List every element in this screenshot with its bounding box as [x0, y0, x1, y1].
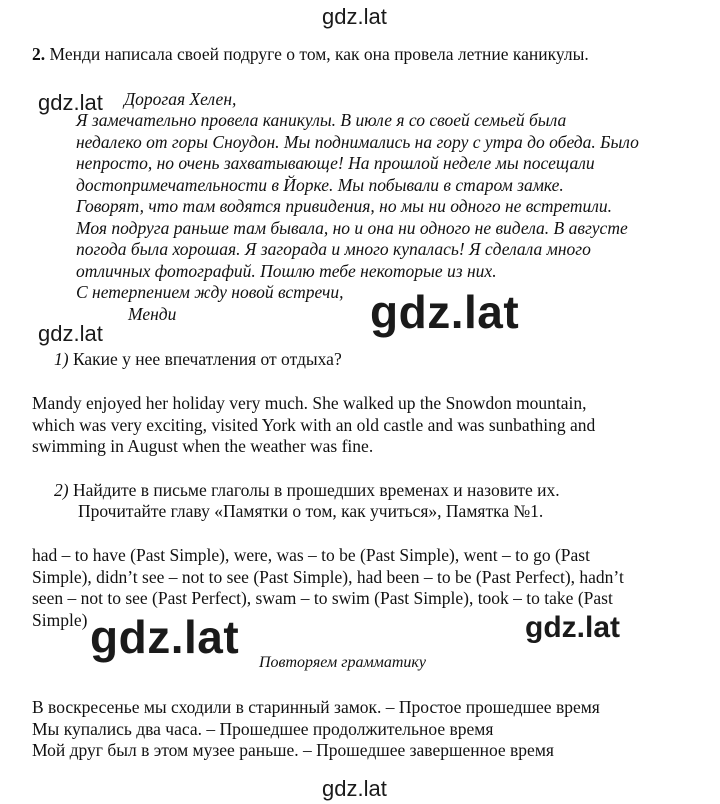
grammar-line: В воскресенье мы сходили в старинный замок. – Простое прошедшее время: [32, 697, 600, 717]
task-heading: [32, 44, 589, 66]
letter-greeting: Дорогая Хелен,: [124, 89, 237, 109]
watermark-center-big: gdz.lat: [370, 286, 520, 338]
answer-2-line: had – to have (Past Simple), were, was – to be (Past Simple), went – to go (Past: [32, 545, 590, 565]
letter-line: С нетерпением жду новой встречи,: [76, 282, 344, 302]
question-1-number: 1): [54, 349, 69, 369]
question-1-text: Какие у нее впечатления от отдыха?: [72, 349, 342, 369]
watermark-top: gdz.lat: [322, 4, 387, 29]
answer-2-line: seen – not to see (Past Perfect), swam – to swim (Past Simple), took – to take (Past: [32, 588, 613, 608]
answer-1: [32, 393, 712, 459]
grammar-line: Мой друг был в этом музее раньше. – Прошедшее завершенное время: [32, 740, 554, 760]
letter-line: достопримечательности в Йорке. Мы побывали в старом замке.: [76, 174, 564, 195]
question-2-line-1: Найдите в письме глаголы в прошедших временах и назовите их.: [72, 480, 560, 500]
watermark-left-mid: gdz.lat: [38, 321, 103, 346]
letter-signature: Менди: [128, 304, 177, 324]
question-1: [54, 349, 342, 371]
grammar-line: Мы купались два часа. – Прошедшее продолжительное время: [32, 718, 494, 739]
letter-line: Я замечательно провела каникулы. В июле я со своей семьей была: [76, 110, 567, 130]
watermark-bottom-big: gdz.lat: [90, 611, 240, 663]
answer-1-line: Mandy enjoyed her holiday very much. She walked up the Snowdon mountain,: [32, 393, 587, 413]
letter-line: Говорят, что там водятся привидения, но мы ни одного не встретили.: [76, 196, 612, 216]
task-number: 2.: [32, 44, 46, 64]
answer-1-line: swimming in August when the weather was fine.: [32, 436, 374, 456]
letter-line: отличных фотографий. Пошлю тебе некоторые из них.: [76, 260, 497, 281]
question-2-number: 2): [54, 480, 69, 500]
letter-body: [76, 110, 706, 310]
watermark-bottom-right: gdz.lat: [525, 611, 620, 644]
answer-1-line: which was very exciting, visited York with an old castle and was sunbathing and: [32, 414, 596, 435]
question-2-line-2: Прочитайте главу «Памятки о том, как учиться», Памятка №1.: [78, 501, 544, 521]
letter-line: Моя подруга раньше там бывала, но и она ни одного не видела. В августе: [76, 217, 628, 238]
letter-line: погода была хорошая. Я загорада и много купалась! Я сделала много: [76, 239, 591, 259]
watermark-footer: gdz.lat: [322, 776, 387, 801]
grammar-heading: Повторяем грамматику: [259, 654, 426, 671]
grammar-list: [32, 697, 712, 763]
letter-line: непросто, но очень захватывающе! На прошлой неделе мы посещали: [76, 153, 595, 173]
answer-2-line: Simple): [32, 609, 88, 630]
letter-line: недалеко от горы Сноудон. Мы поднимались на гору с утра до обеда. Было: [76, 131, 639, 152]
task-text: Менди написала своей подруге о том, как она провела летние каникулы.: [49, 44, 589, 64]
question-2: [54, 480, 560, 502]
answer-2-line: Simple), didn’t see – not to see (Past Simple), had been – to be (Past Perfect), hadn’t: [32, 566, 624, 587]
watermark-letter-left: gdz.lat: [38, 90, 103, 115]
